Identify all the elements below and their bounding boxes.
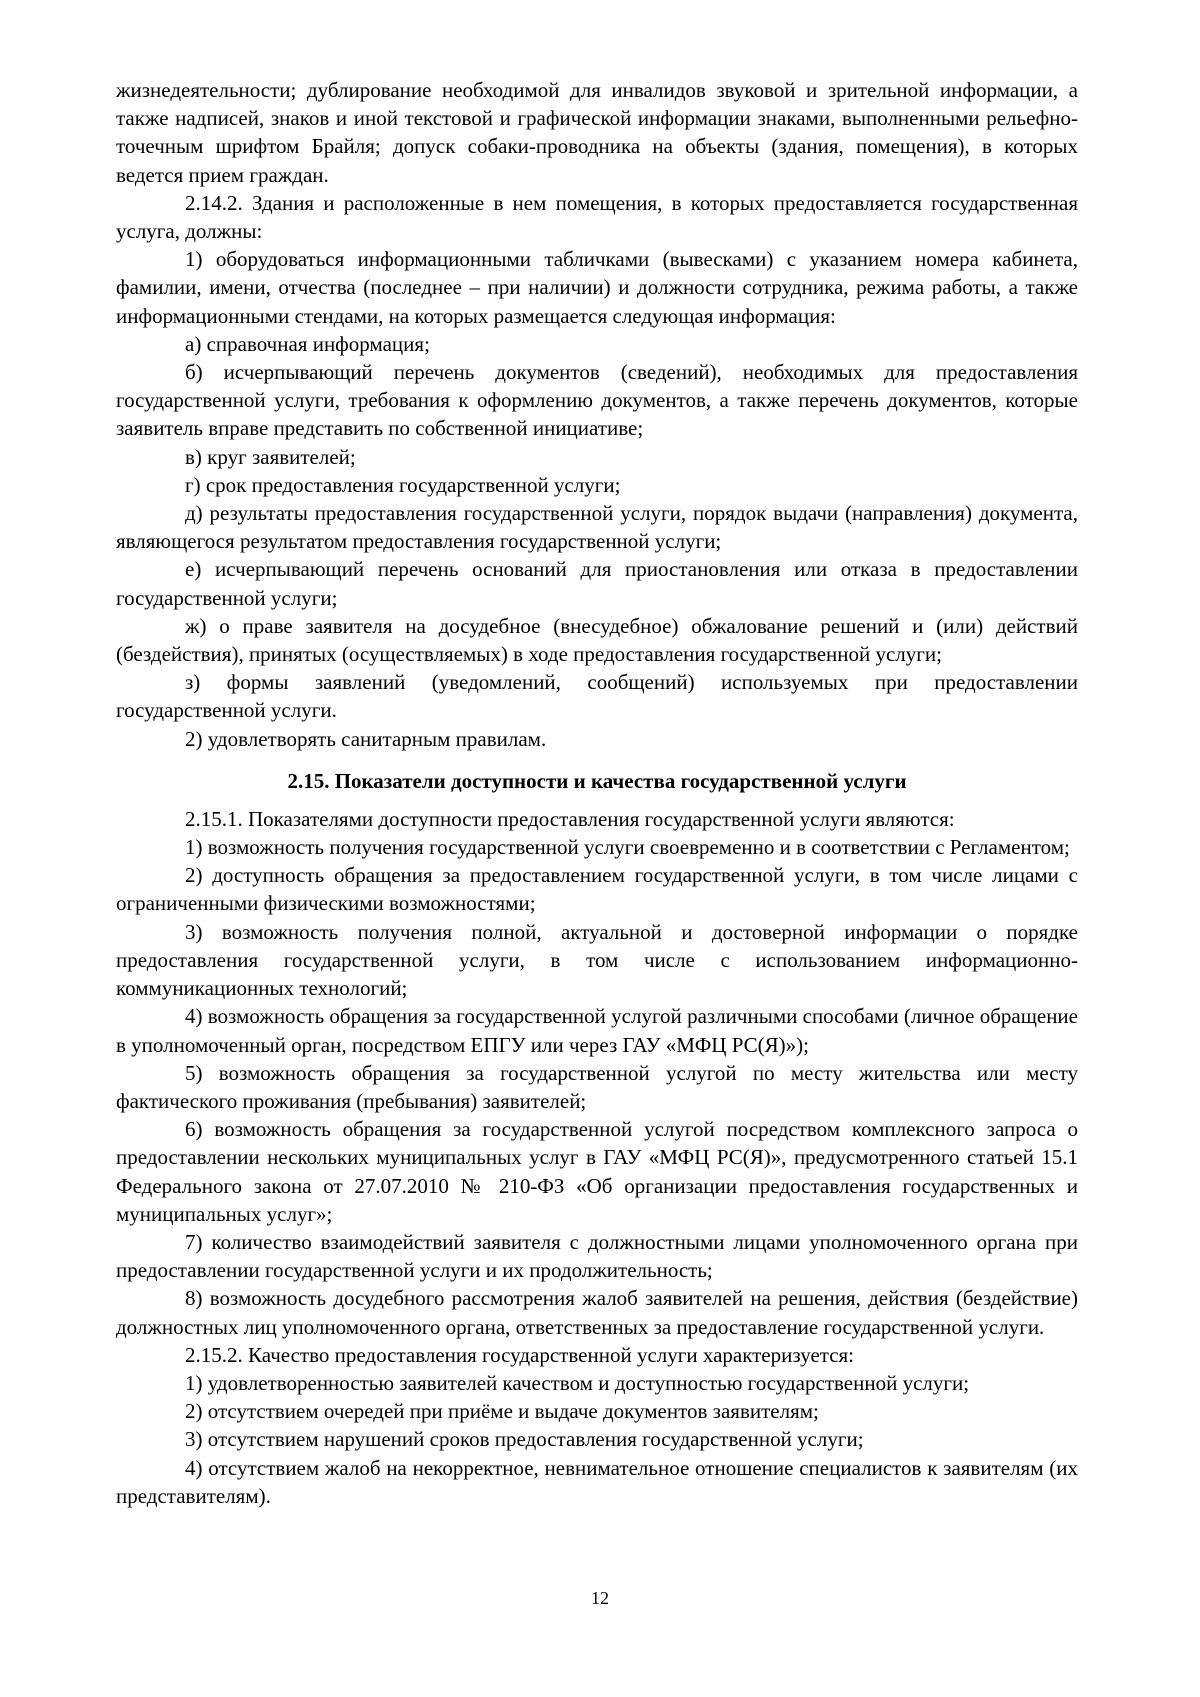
paragraph: 2.15.1. Показателями доступности предоставления государственной услуги являются: bbox=[185, 806, 955, 831]
paragraph: 1) возможность получения государственной услуги своевременно и в соответствии с Регламентом; bbox=[185, 835, 1070, 860]
paragraph: 2) доступность обращения за предоставлением государственной услуги, в том числе лицами с ограниченными физическими возможностями; bbox=[116, 863, 1078, 916]
document-page bbox=[116, 76, 1078, 1510]
paragraph: 4) возможность обращения за государственной услугой различными способами (личное обращение в уполномоченный орган, посредством ЕПГУ или через ГАУ «МФЦ РС(Я)»); bbox=[116, 1004, 1078, 1057]
paragraph: е) исчерпывающий перечень оснований для приостановления или отказа в предоставлении государственной услуги; bbox=[116, 557, 1078, 610]
paragraph: 8) возможность досудебного рассмотрения жалоб заявителей на решения, действия (бездействие) должностных лиц уполномоченного органа, ответственных за предоставление государственной услуги. bbox=[116, 1286, 1078, 1339]
paragraph: а) справочная информация; bbox=[185, 331, 430, 356]
paragraph: в) круг заявителей; bbox=[185, 444, 356, 469]
paragraph: жизнедеятельности; дублирование необходимой для инвалидов звуковой и зрительной информации, а также надписей, знаков и иной текстовой и графической информации знаками, выполненными рельефно-точечным шрифтом Брайля; допуск собаки-проводника на объекты (здания, помещения), в которых ведется прием граждан. bbox=[116, 78, 1078, 187]
paragraph: з) формы заявлений (уведомлений, сообщений) используемых при предоставлении государственной услуги. bbox=[116, 670, 1078, 723]
paragraph: 4) отсутствием жалоб на некорректное, невнимательное отношение специалистов к заявителям (их представителям). bbox=[116, 1455, 1078, 1508]
page-number: 12 bbox=[591, 1588, 609, 1608]
paragraph: 1) удовлетворенностью заявителей качеством и доступностью государственной услуги; bbox=[185, 1370, 970, 1395]
paragraph: 7) количество взаимодействий заявителя с должностными лицами уполномоченного органа при предоставлении государственной услуги и их продолжительность; bbox=[116, 1229, 1078, 1283]
paragraph: 2) удовлетворять санитарным правилам. bbox=[185, 726, 547, 751]
paragraph: 3) возможность получения полной, актуальной и достоверной информации о порядке предоставления государственной услуги, в том числе с использованием информационно-коммуникационных технологий; bbox=[116, 919, 1078, 1001]
paragraphs-bottom bbox=[116, 805, 1078, 1510]
paragraphs-top bbox=[116, 76, 1078, 753]
paragraph: ж) о праве заявителя на досудебное (внесудебное) обжалование решений и (или) действий (бездействия), принятых (осуществляемых) в ходе предоставления государственной услуги; bbox=[116, 613, 1078, 667]
paragraph: 1) оборудоваться информационными табличками (вывесками) с указанием номера кабинета, фамилии, имени, отчества (последнее – при наличии) и должности сотрудника, режима работы, а также информационными стендами, на которых размещается следующая информация: bbox=[116, 247, 1078, 328]
paragraph: г) срок предоставления государственной услуги; bbox=[185, 472, 621, 497]
paragraph: 2.14.2. Здания и расположенные в нем помещения, в которых предоставляется государственная услуга, должны: bbox=[116, 190, 1078, 244]
section-heading: 2.15. Показатели доступности и качества государственной услуги bbox=[287, 768, 907, 793]
paragraph: б) исчерпывающий перечень документов (сведений), необходимых для предоставления государственной услуги, требования к оформлению документов, а также перечень документов, которые заявитель вправе представить по собственной инициативе; bbox=[116, 360, 1078, 441]
paragraph: 2.15.2. Качество предоставления государственной услуги характеризуется: bbox=[185, 1342, 855, 1367]
paragraph: 2) отсутствием очередей при приёме и выдаче документов заявителям; bbox=[185, 1399, 819, 1424]
paragraph: 6) возможность обращения за государственной услугой посредством комплексного запроса о предоставлении нескольких муниципальных услуг в ГАУ «МФЦ РС(Я)», предусмотренного статьей 15.1 Федерального закона от 27.07.2010 № 210-ФЗ «Об организации предоставления государственных и муниципальных услуг»; bbox=[116, 1117, 1078, 1226]
paragraph: 5) возможность обращения за государственной услугой по месту жительства или месту фактического проживания (пребывания) заявителей; bbox=[116, 1060, 1078, 1113]
paragraph: д) результаты предоставления государственной услуги, порядок выдачи (направления) документа, являющегося результатом предоставления государственной услуги; bbox=[116, 501, 1078, 554]
paragraph: 3) отсутствием нарушений сроков предоставления государственной услуги; bbox=[185, 1427, 864, 1452]
